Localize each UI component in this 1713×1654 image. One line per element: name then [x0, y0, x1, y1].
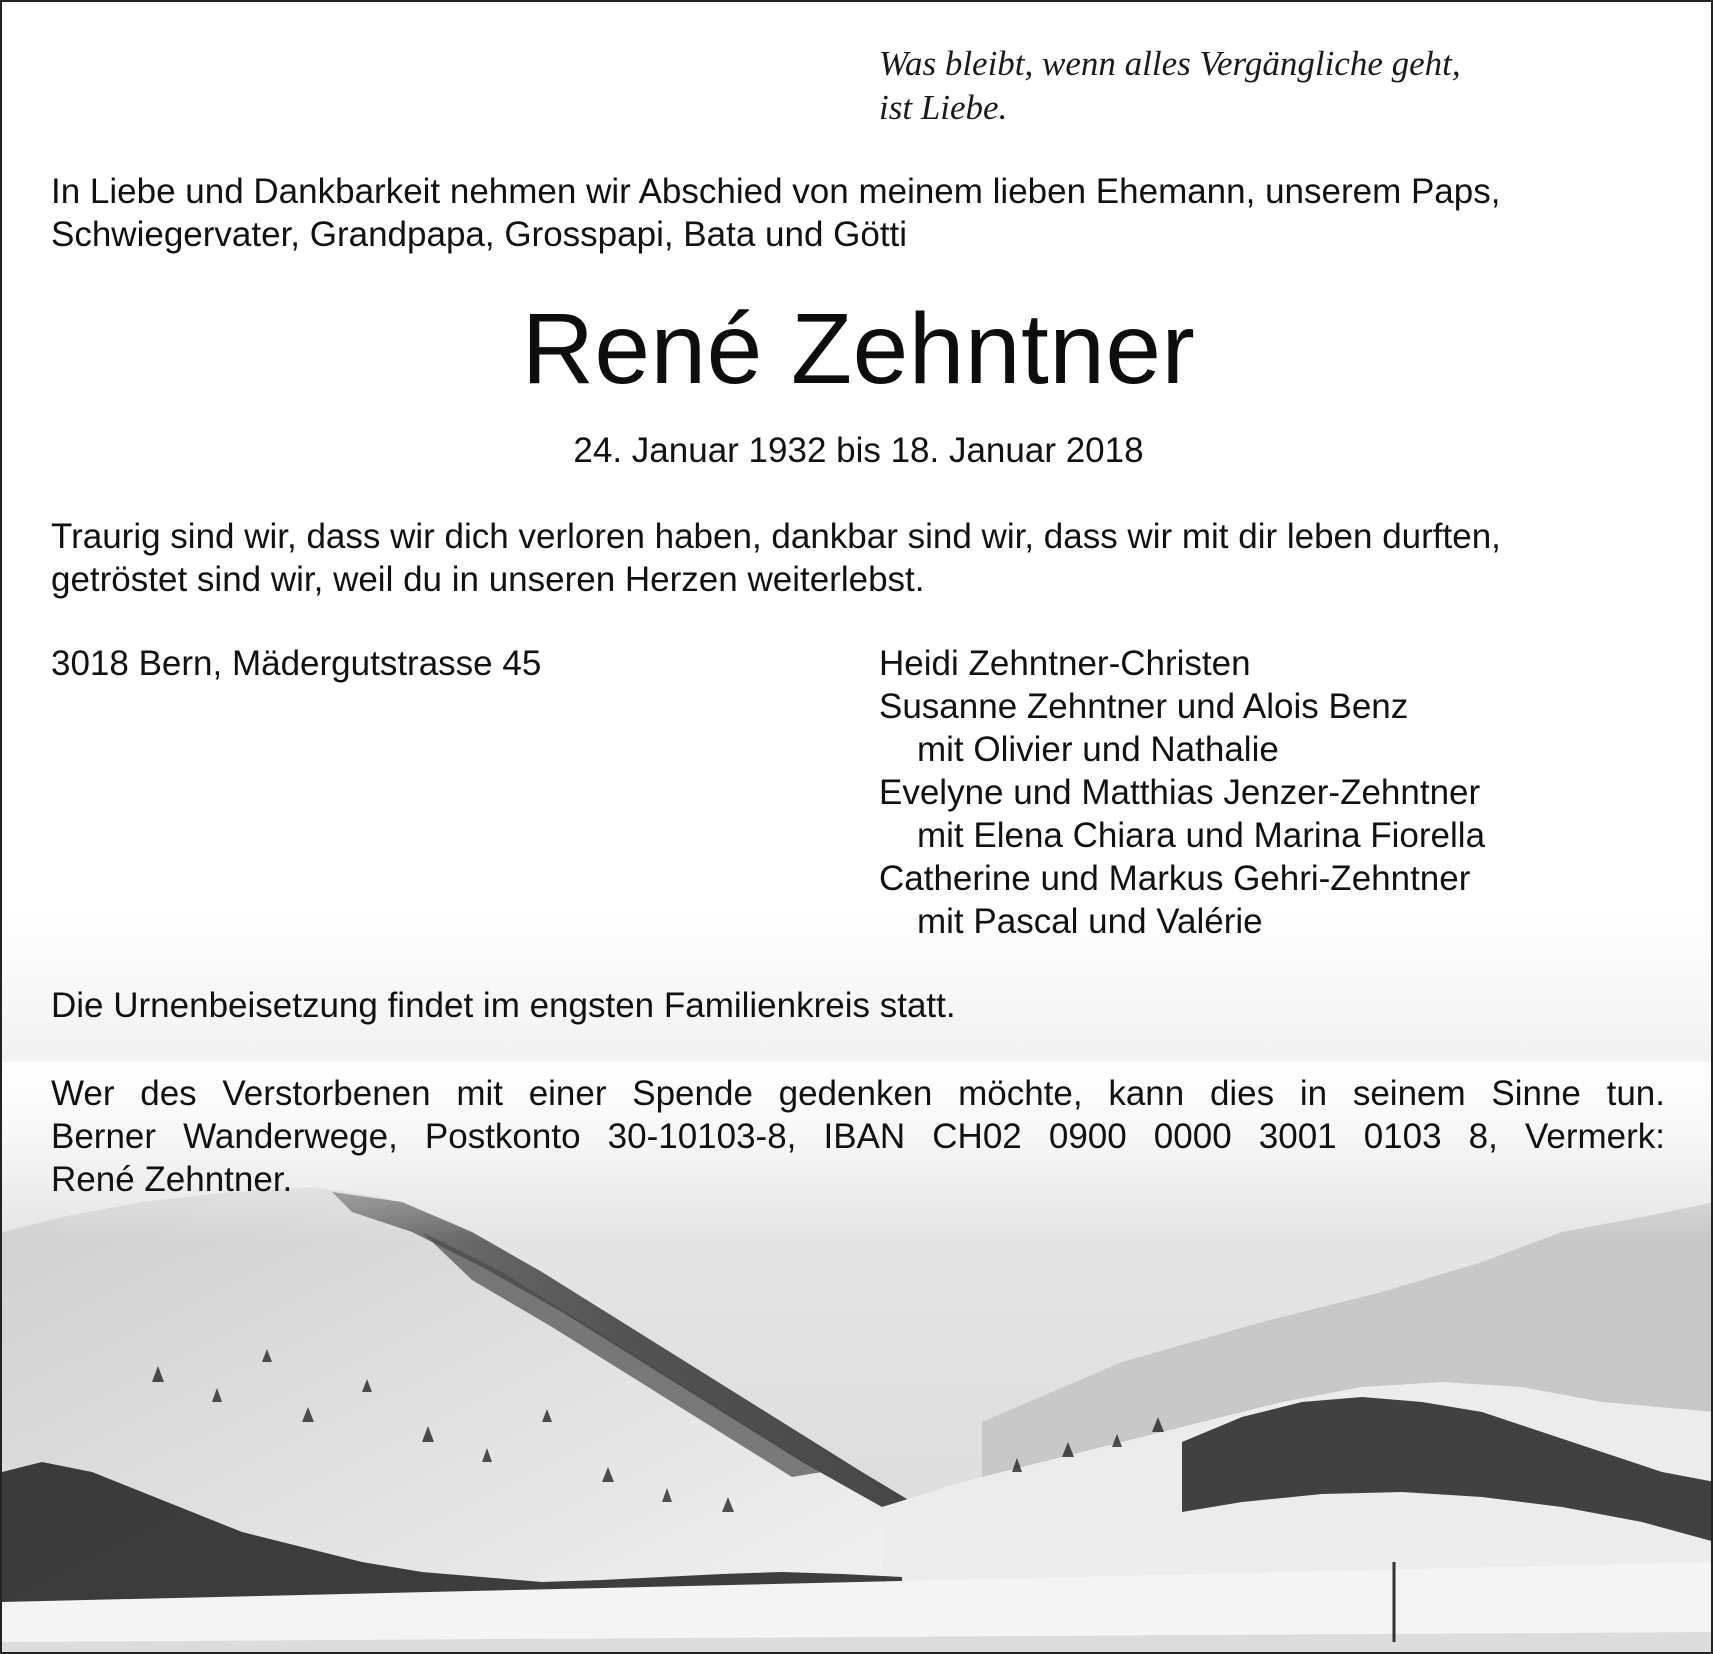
- life-dates: 24. Januar 1932 bis 18. Januar 2018: [573, 431, 1144, 470]
- mourner-entry: Heidi Zehntner-Christen: [879, 644, 1251, 683]
- mourner-children: mit Elena Chiara und Marina Fiorella: [917, 816, 1486, 855]
- motto-line: Was bleibt, wenn alles Vergängliche geht,: [879, 44, 1461, 83]
- mourner-children: mit Pascal und Valérie: [917, 902, 1263, 941]
- intro-text: [51, 170, 1671, 256]
- mourners-list: [879, 642, 1679, 943]
- donation-line: Wer des Verstorbenen mit einer Spende gedenken möchte, kann dies in seinem Sinne tun.: [51, 1074, 1665, 1113]
- mourner-entry: Catherine und Markus Gehri-Zehntner: [879, 859, 1471, 898]
- donation-line: René Zehntner.: [51, 1160, 293, 1199]
- family-address: 3018 Bern, Mädergutstrasse 45: [51, 644, 542, 683]
- verse-line: getröstet sind wir, weil du in unseren Herzen weiterlebst.: [51, 560, 925, 599]
- verse-line: Traurig sind wir, dass wir dich verloren haben, dankbar sind wir, dass wir mit dir leben durften,: [51, 517, 1501, 556]
- notice-content: [2, 2, 1711, 1652]
- donation-line-justified: [51, 1072, 1665, 1115]
- donation-line: Berner Wanderwege, Postkonto 30-10103-8, IBAN CH02 0900 0000 3001 0103 8, Vermerk:: [51, 1117, 1665, 1156]
- condolence-verse: [51, 515, 1671, 601]
- burial-notice: Die Urnenbeisetzung findet im engsten Familienkreis statt.: [51, 986, 956, 1025]
- motto-line: ist Liebe.: [879, 88, 1008, 127]
- intro-line: In Liebe und Dankbarkeit nehmen wir Abschied von meinem lieben Ehemann, unserem Paps,: [51, 172, 1501, 211]
- deceased-name: René Zehntner: [521, 293, 1196, 405]
- donation-line-justified: [51, 1115, 1665, 1158]
- mourner-entry: Susanne Zehntner und Alois Benz: [879, 687, 1409, 726]
- donation-notice: [51, 1072, 1665, 1201]
- mourner-children: mit Olivier und Nathalie: [917, 730, 1279, 769]
- motto-quote: [879, 42, 1639, 130]
- intro-line: Schwiegervater, Grandpapa, Grosspapi, Bata und Götti: [51, 215, 908, 254]
- mourner-entry: Evelyne und Matthias Jenzer-Zehntner: [879, 773, 1481, 812]
